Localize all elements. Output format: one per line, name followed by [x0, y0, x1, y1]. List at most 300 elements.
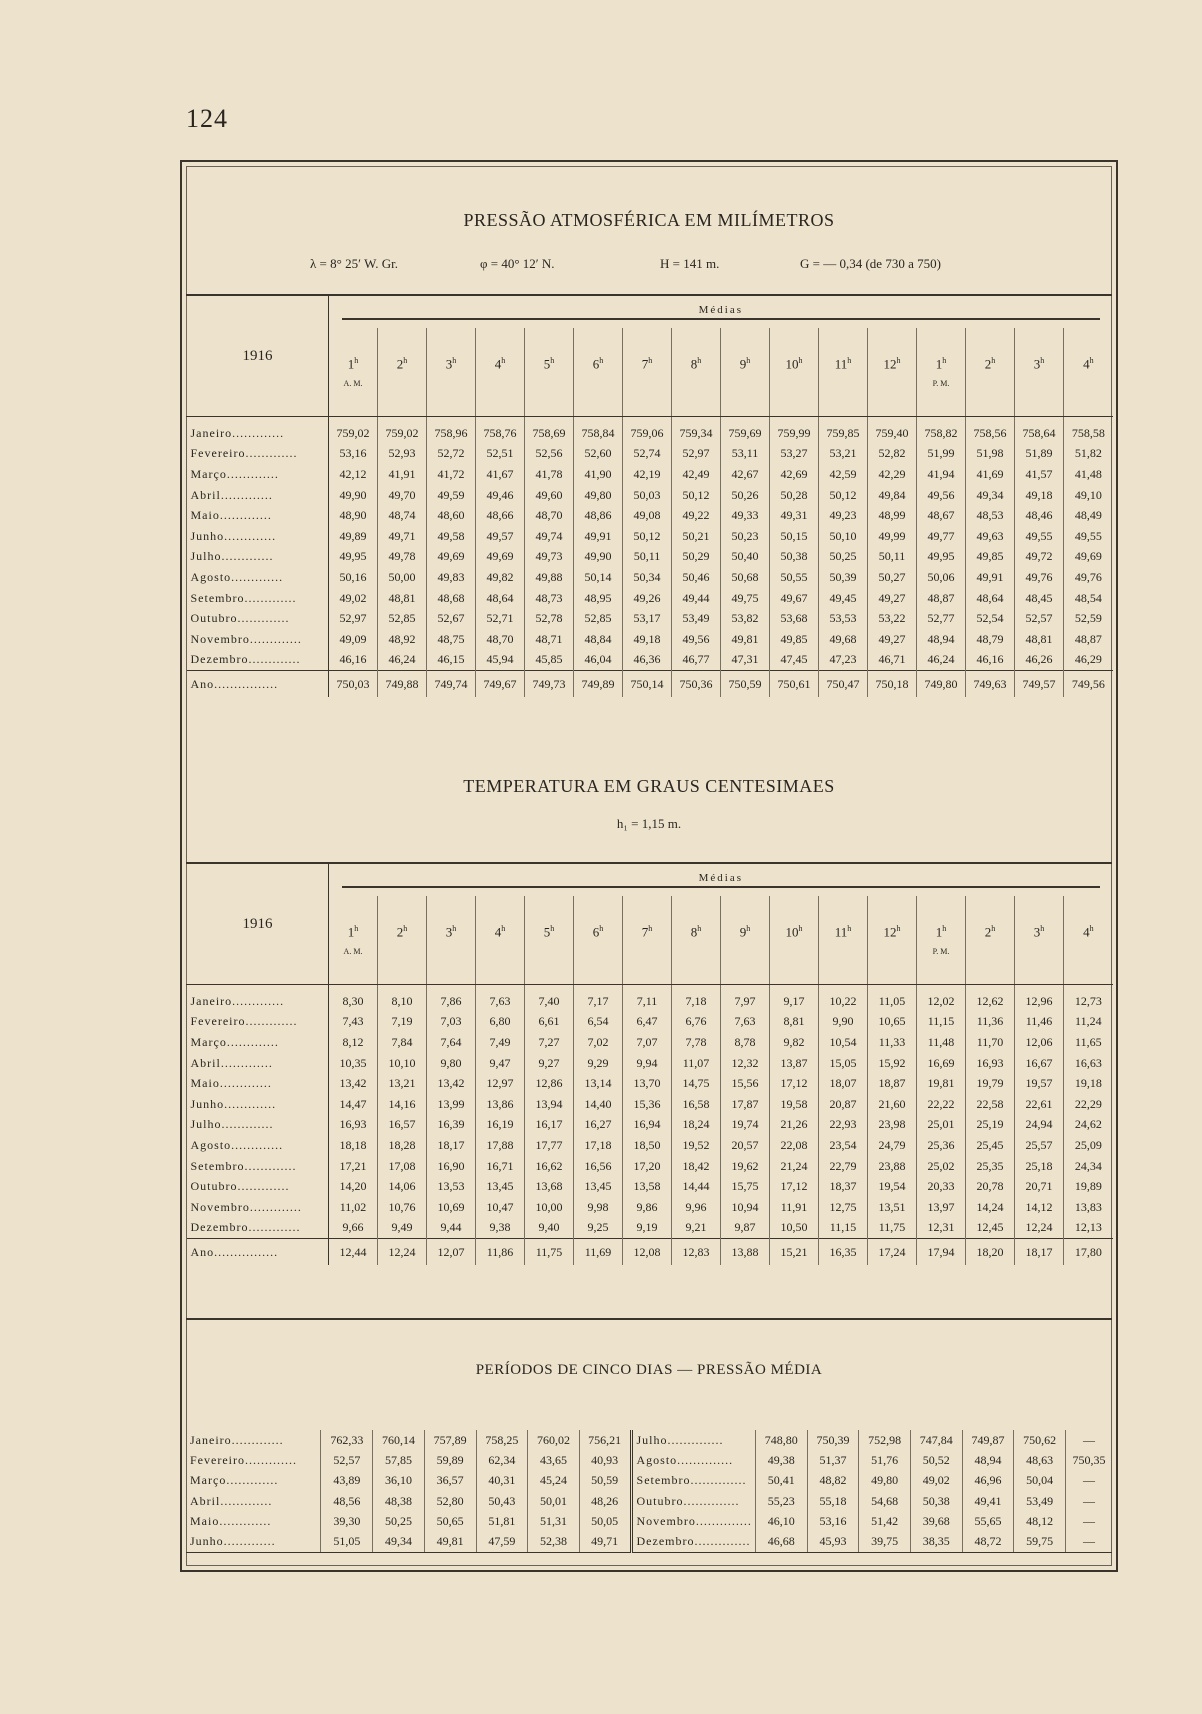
period-value: 750,62 — [1014, 1430, 1066, 1450]
value-cell: 758,56 — [966, 423, 1015, 444]
value-cell: 48,74 — [378, 505, 427, 526]
total-value-cell: 750,47 — [819, 671, 868, 698]
hour-unit: h — [896, 356, 901, 366]
period-value: 49,02 — [910, 1471, 962, 1491]
month-label: Maio............. — [187, 1073, 329, 1094]
value-cell: 49,31 — [770, 505, 819, 526]
hour-unit: h — [798, 924, 803, 934]
table-row — [187, 505, 1113, 526]
value-cell: 22,22 — [917, 1094, 966, 1115]
value-cell: 13,45 — [574, 1176, 623, 1197]
periods-title: PERÍODOS DE CINCO DIAS — PRESSÃO MÉDIA — [475, 1362, 823, 1378]
value-cell: 13,70 — [623, 1073, 672, 1094]
value-cell: 49,78 — [378, 547, 427, 568]
value-cell: 41,94 — [917, 464, 966, 485]
month-label: Abril............. — [187, 485, 329, 506]
value-cell: 46,36 — [623, 650, 672, 671]
value-cell: 48,94 — [917, 629, 966, 650]
value-cell: 53,82 — [721, 608, 770, 629]
value-cell: 22,08 — [770, 1135, 819, 1156]
hour-number: 2 — [396, 356, 404, 372]
hour-number: 5 — [543, 356, 551, 372]
total-label: Ano................ — [187, 671, 329, 698]
hour-unit: h — [648, 356, 653, 366]
period-value: 38,35 — [910, 1531, 962, 1552]
value-cell: 7,40 — [525, 991, 574, 1012]
total-value-cell: 12,83 — [672, 1239, 721, 1266]
value-cell: 48,67 — [917, 505, 966, 526]
value-cell: 14,06 — [378, 1176, 427, 1197]
value-cell: 52,72 — [427, 444, 476, 465]
total-value-cell: 17,80 — [1064, 1239, 1113, 1266]
value-cell: 52,71 — [476, 608, 525, 629]
value-cell: 46,71 — [868, 650, 917, 671]
period-value: 51,42 — [859, 1511, 911, 1531]
hour-number: 3 — [445, 356, 453, 372]
value-cell: 48,84 — [574, 629, 623, 650]
period-value: 49,38 — [755, 1450, 807, 1470]
value-cell: 51,82 — [1064, 444, 1113, 465]
period-value: 49,80 — [859, 1471, 911, 1491]
value-cell: 759,02 — [329, 423, 378, 444]
period-value: 48,94 — [962, 1450, 1014, 1470]
ampm-spacer — [969, 379, 1011, 388]
value-cell: 49,77 — [917, 526, 966, 547]
value-cell: 51,99 — [917, 444, 966, 465]
value-cell: 42,12 — [329, 464, 378, 485]
value-cell: 49,85 — [966, 547, 1015, 568]
value-cell: 8,30 — [329, 991, 378, 1012]
value-cell: 16,90 — [427, 1156, 476, 1177]
period-value: 49,41 — [962, 1491, 1014, 1511]
period-value: — — [1065, 1430, 1112, 1450]
value-cell: 25,35 — [966, 1156, 1015, 1177]
value-cell: 50,28 — [770, 485, 819, 506]
value-cell: 50,06 — [917, 567, 966, 588]
period-value: 45,24 — [528, 1471, 580, 1491]
value-cell: 6,80 — [476, 1012, 525, 1033]
value-cell: 48,53 — [966, 505, 1015, 526]
period-value: 756,21 — [579, 1430, 631, 1450]
period-month-label: Maio............. — [190, 1513, 272, 1528]
hour-header — [1015, 896, 1064, 985]
month-label: Junho............. — [187, 1094, 329, 1115]
period-value: 48,38 — [373, 1491, 425, 1511]
value-cell: 16,69 — [917, 1053, 966, 1074]
period-value: 46,96 — [962, 1471, 1014, 1491]
value-cell: 52,97 — [672, 444, 721, 465]
period-value: 760,02 — [528, 1430, 580, 1450]
value-cell: 21,60 — [868, 1094, 917, 1115]
value-cell: 49,46 — [476, 485, 525, 506]
value-cell: 7,11 — [623, 991, 672, 1012]
value-cell: 9,66 — [329, 1218, 378, 1239]
year-header: 1916 — [187, 296, 329, 417]
value-cell: 13,14 — [574, 1073, 623, 1094]
value-cell: 21,26 — [770, 1115, 819, 1136]
value-cell: 25,36 — [917, 1135, 966, 1156]
hour-header — [378, 328, 427, 417]
period-value: 46,10 — [755, 1511, 807, 1531]
total-value-cell: 11,69 — [574, 1239, 623, 1266]
value-cell: 18,87 — [868, 1073, 917, 1094]
value-cell: 9,27 — [525, 1053, 574, 1074]
period-value: 50,01 — [528, 1491, 580, 1511]
table-row — [187, 991, 1113, 1012]
ampm-spacer — [773, 379, 815, 388]
total-row — [187, 671, 1113, 698]
value-cell: 23,98 — [868, 1115, 917, 1136]
value-cell: 49,58 — [427, 526, 476, 547]
value-cell: 49,81 — [721, 629, 770, 650]
am-label: A. M. — [343, 946, 363, 956]
value-cell: 51,89 — [1015, 444, 1064, 465]
value-cell: 7,78 — [672, 1032, 721, 1053]
value-cell: 50,40 — [721, 547, 770, 568]
pressure-lambda: λ = 8° 25′ W. Gr. — [310, 256, 399, 271]
value-cell: 758,64 — [1015, 423, 1064, 444]
hour-header — [868, 328, 917, 417]
value-cell: 13,87 — [770, 1053, 819, 1074]
ampm-spacer — [822, 947, 864, 956]
value-cell: 14,40 — [574, 1094, 623, 1115]
value-cell: 14,12 — [1015, 1197, 1064, 1218]
hour-header — [868, 896, 917, 985]
value-cell: 47,23 — [819, 650, 868, 671]
period-value: 36,10 — [373, 1471, 425, 1491]
value-cell: 49,57 — [476, 526, 525, 547]
period-value: — — [1065, 1491, 1112, 1511]
value-cell: 9,86 — [623, 1197, 672, 1218]
hour-header — [819, 328, 868, 417]
ampm-spacer — [675, 947, 717, 956]
value-cell: 52,59 — [1064, 608, 1113, 629]
period-value: — — [1065, 1511, 1112, 1531]
hour-header — [574, 328, 623, 417]
value-cell: 15,75 — [721, 1176, 770, 1197]
value-cell: 7,27 — [525, 1032, 574, 1053]
value-cell: 14,24 — [966, 1197, 1015, 1218]
value-cell: 46,16 — [329, 650, 378, 671]
value-cell: 13,21 — [378, 1073, 427, 1094]
value-cell: 24,94 — [1015, 1115, 1064, 1136]
period-month-label: Abril............. — [190, 1493, 273, 1508]
value-cell: 50,12 — [672, 485, 721, 506]
period-value: 49,34 — [373, 1531, 425, 1552]
value-cell: 11,70 — [966, 1032, 1015, 1053]
hour-header — [476, 328, 525, 417]
hour-number: 1 — [347, 924, 355, 940]
period-value: 59,75 — [1014, 1531, 1066, 1552]
table-row — [187, 1094, 1113, 1115]
value-cell: 16,57 — [378, 1115, 427, 1136]
value-cell: 52,97 — [329, 608, 378, 629]
table-row — [187, 1053, 1113, 1074]
period-value: 48,56 — [321, 1491, 373, 1511]
hour-unit: h — [599, 356, 604, 366]
table-row — [187, 1218, 1113, 1239]
ampm-spacer — [430, 379, 472, 388]
value-cell: 20,71 — [1015, 1176, 1064, 1197]
value-cell: 49,76 — [1015, 567, 1064, 588]
hour-number: 11 — [834, 356, 848, 372]
value-cell: 48,95 — [574, 588, 623, 609]
hour-unit: h — [354, 924, 359, 934]
hour-unit: h — [403, 356, 408, 366]
value-cell: 52,93 — [378, 444, 427, 465]
value-cell: 13,99 — [427, 1094, 476, 1115]
value-cell: 9,19 — [623, 1218, 672, 1239]
hour-unit: h — [746, 924, 751, 934]
value-cell: 48,79 — [966, 629, 1015, 650]
value-cell: 17,12 — [770, 1073, 819, 1094]
period-month-label: Outubro.............. — [631, 1491, 755, 1511]
period-value: 48,12 — [1014, 1511, 1066, 1531]
value-cell: 7,43 — [329, 1012, 378, 1033]
ampm-spacer — [528, 947, 570, 956]
ampm-spacer — [724, 379, 766, 388]
value-cell: 49,76 — [1064, 567, 1113, 588]
value-cell: 12,97 — [476, 1073, 525, 1094]
table-row — [187, 485, 1113, 506]
value-cell: 51,98 — [966, 444, 1015, 465]
value-cell: 19,74 — [721, 1115, 770, 1136]
value-cell: 49,85 — [770, 629, 819, 650]
value-cell: 49,69 — [427, 547, 476, 568]
total-value-cell: 12,07 — [427, 1239, 476, 1266]
value-cell: 52,85 — [574, 608, 623, 629]
value-cell: 42,49 — [672, 464, 721, 485]
value-cell: 17,21 — [329, 1156, 378, 1177]
period-value: 762,33 — [321, 1430, 373, 1450]
value-cell: 13,68 — [525, 1176, 574, 1197]
month-label: Junho............. — [187, 526, 329, 547]
hour-unit: h — [550, 356, 555, 366]
value-cell: 52,85 — [378, 608, 427, 629]
value-cell: 41,90 — [574, 464, 623, 485]
pressure-gravity: G = — 0,34 (de 730 a 750) — [800, 256, 941, 271]
value-cell: 49,59 — [427, 485, 476, 506]
pm-label: P. M. — [932, 946, 950, 956]
value-cell: 9,40 — [525, 1218, 574, 1239]
value-cell: 19,18 — [1064, 1073, 1113, 1094]
period-value: 758,25 — [476, 1430, 528, 1450]
medias-rule — [342, 318, 1100, 320]
period-value: 748,80 — [755, 1430, 807, 1450]
value-cell: 12,62 — [966, 991, 1015, 1012]
value-cell: 46,26 — [1015, 650, 1064, 671]
value-cell: 50,39 — [819, 567, 868, 588]
medias-rule — [342, 886, 1100, 888]
hour-unit: h — [452, 356, 457, 366]
value-cell: 41,69 — [966, 464, 1015, 485]
value-cell: 49,88 — [525, 567, 574, 588]
value-cell: 7,17 — [574, 991, 623, 1012]
total-value-cell: 749,56 — [1064, 671, 1113, 698]
value-cell: 25,45 — [966, 1135, 1015, 1156]
hour-number: 11 — [834, 924, 848, 940]
value-cell: 41,72 — [427, 464, 476, 485]
total-value-cell: 750,59 — [721, 671, 770, 698]
value-cell: 48,68 — [427, 588, 476, 609]
total-value-cell: 12,44 — [329, 1239, 378, 1266]
value-cell: 758,58 — [1064, 423, 1113, 444]
hour-header — [721, 328, 770, 417]
value-cell: 50,00 — [378, 567, 427, 588]
value-cell: 50,46 — [672, 567, 721, 588]
value-cell: 52,51 — [476, 444, 525, 465]
value-cell: 46,77 — [672, 650, 721, 671]
value-cell: 48,75 — [427, 629, 476, 650]
value-cell: 49,70 — [378, 485, 427, 506]
value-cell: 9,87 — [721, 1218, 770, 1239]
hour-header — [525, 328, 574, 417]
page-number: 124 — [186, 104, 228, 133]
total-value-cell: 12,24 — [378, 1239, 427, 1266]
value-cell: 7,84 — [378, 1032, 427, 1053]
value-cell: 41,78 — [525, 464, 574, 485]
total-value-cell: 749,67 — [476, 671, 525, 698]
total-value-cell: 749,74 — [427, 671, 476, 698]
value-cell: 10,94 — [721, 1197, 770, 1218]
value-cell: 759,99 — [770, 423, 819, 444]
period-month-label: Janeiro............. — [190, 1432, 284, 1447]
value-cell: 48,87 — [917, 588, 966, 609]
value-cell: 49,55 — [1064, 526, 1113, 547]
hour-number: 4 — [494, 924, 502, 940]
table-row — [187, 1032, 1113, 1053]
hour-unit: h — [697, 356, 702, 366]
month-label: Setembro............. — [187, 588, 329, 609]
hour-number: 7 — [641, 356, 649, 372]
value-cell: 50,11 — [868, 547, 917, 568]
hour-number: 3 — [1033, 356, 1041, 372]
hour-unit: h — [550, 924, 555, 934]
value-cell: 19,58 — [770, 1094, 819, 1115]
month-label: Fevereiro............. — [187, 1012, 329, 1033]
value-cell: 48,81 — [1015, 629, 1064, 650]
period-value: 749,87 — [962, 1430, 1014, 1450]
total-value-cell: 750,61 — [770, 671, 819, 698]
value-cell: 16,93 — [966, 1053, 1015, 1074]
value-cell: 7,63 — [476, 991, 525, 1012]
period-month-label: Março............. — [190, 1473, 279, 1488]
value-cell: 15,56 — [721, 1073, 770, 1094]
pressure-title: PRESSÃO ATMOSFÉRICA EM MILÍMETROS — [463, 210, 835, 230]
total-value-cell: 749,89 — [574, 671, 623, 698]
value-cell: 49,26 — [623, 588, 672, 609]
value-cell: 49,82 — [476, 567, 525, 588]
value-cell: 9,90 — [819, 1012, 868, 1033]
value-cell: 7,03 — [427, 1012, 476, 1033]
month-label: Setembro............. — [187, 1156, 329, 1177]
value-cell: 16,67 — [1015, 1053, 1064, 1074]
value-cell: 11,02 — [329, 1197, 378, 1218]
value-cell: 50,12 — [623, 526, 672, 547]
value-cell: 15,05 — [819, 1053, 868, 1074]
value-cell: 16,39 — [427, 1115, 476, 1136]
value-cell: 11,07 — [672, 1053, 721, 1074]
value-cell: 48,64 — [966, 588, 1015, 609]
value-cell: 11,15 — [917, 1012, 966, 1033]
value-cell: 50,34 — [623, 567, 672, 588]
hour-number: 1 — [935, 356, 943, 372]
value-cell: 16,94 — [623, 1115, 672, 1136]
value-cell: 11,65 — [1064, 1032, 1113, 1053]
value-cell: 17,88 — [476, 1135, 525, 1156]
value-cell: 7,97 — [721, 991, 770, 1012]
value-cell: 48,87 — [1064, 629, 1113, 650]
value-cell: 50,16 — [329, 567, 378, 588]
period-value: 51,76 — [859, 1450, 911, 1470]
ampm-spacer — [773, 947, 815, 956]
hour-number: 7 — [641, 924, 649, 940]
value-cell: 14,47 — [329, 1094, 378, 1115]
value-cell: 11,75 — [868, 1218, 917, 1239]
period-value: 757,89 — [424, 1430, 476, 1450]
value-cell: 53,16 — [329, 444, 378, 465]
month-label: Outubro............. — [187, 1176, 329, 1197]
total-value-cell: 750,36 — [672, 671, 721, 698]
hour-number: 3 — [1033, 924, 1041, 940]
hour-unit: h — [847, 924, 852, 934]
medias-label: Médias — [698, 872, 744, 884]
ampm-spacer — [871, 947, 913, 956]
period-month-label: Dezembro.............. — [631, 1531, 755, 1552]
value-cell: 18,50 — [623, 1135, 672, 1156]
periods-table — [186, 1430, 1112, 1553]
period-value: 52,57 — [321, 1450, 373, 1470]
value-cell: 50,55 — [770, 567, 819, 588]
value-cell: 50,11 — [623, 547, 672, 568]
value-cell: 52,82 — [868, 444, 917, 465]
value-cell: 10,69 — [427, 1197, 476, 1218]
period-value: 39,30 — [321, 1511, 373, 1531]
ampm-spacer — [577, 947, 619, 956]
month-label: Maio............. — [187, 505, 329, 526]
hour-header — [623, 328, 672, 417]
hour-unit: h — [847, 356, 852, 366]
value-cell: 50,15 — [770, 526, 819, 547]
value-cell: 7,19 — [378, 1012, 427, 1033]
hour-unit: h — [991, 924, 996, 934]
value-cell: 11,33 — [868, 1032, 917, 1053]
table-row — [187, 1012, 1113, 1033]
value-cell: 12,06 — [1015, 1032, 1064, 1053]
value-cell: 11,48 — [917, 1032, 966, 1053]
hour-header — [721, 896, 770, 985]
value-cell: 48,64 — [476, 588, 525, 609]
value-cell: 15,36 — [623, 1094, 672, 1115]
medias-header — [329, 864, 1113, 896]
period-value: 54,68 — [859, 1491, 911, 1511]
period-value: 51,05 — [321, 1531, 373, 1552]
period-row — [186, 1471, 1112, 1491]
value-cell: 48,66 — [476, 505, 525, 526]
value-cell: 12,31 — [917, 1218, 966, 1239]
total-value-cell: 15,21 — [770, 1239, 819, 1266]
value-cell: 49,18 — [623, 629, 672, 650]
total-value-cell: 750,03 — [329, 671, 378, 698]
value-cell: 17,20 — [623, 1156, 672, 1177]
value-cell: 16,58 — [672, 1094, 721, 1115]
value-cell: 25,09 — [1064, 1135, 1113, 1156]
value-cell: 13,86 — [476, 1094, 525, 1115]
period-row — [186, 1531, 1112, 1552]
hour-number: 4 — [494, 356, 502, 372]
period-value: 55,23 — [755, 1491, 807, 1511]
value-cell: 48,70 — [525, 505, 574, 526]
